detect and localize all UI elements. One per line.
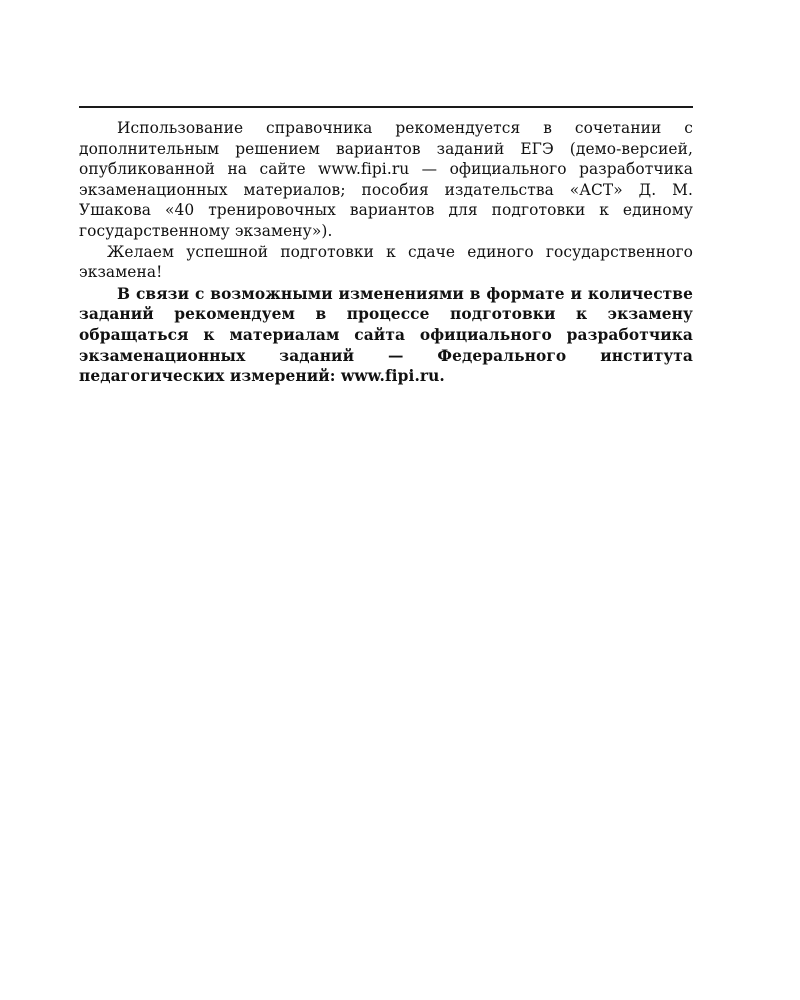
paragraph-good-luck-wish: Желаем успешной подготовки к сдаче единого государственного экзамена! <box>79 242 693 282</box>
page-text-block <box>79 118 693 387</box>
paragraph-usage-recommendation: Использование справочника рекомендуется в сочетании с дополнительным решением вариантов заданий ЕГЭ (демо-версией, опубликованной на сайте www.fipi.ru — официального разработчика экзаменационных материалов; пособия издательства «АСТ» Д. М. Ушакова «40 тренировочных вариантов для подготовки к единому государственному экзамену»). <box>79 119 693 240</box>
paragraph-format-changes-notice: В связи с возможными изменениями в формате и количестве заданий рекомендуем в процессе подготовки к экзамену обращаться к материалам сайта официального разработчика экзаменационных заданий — Федерального института педагогических измерений: www.fipi.ru. <box>79 284 693 386</box>
top-horizontal-rule <box>79 106 693 108</box>
